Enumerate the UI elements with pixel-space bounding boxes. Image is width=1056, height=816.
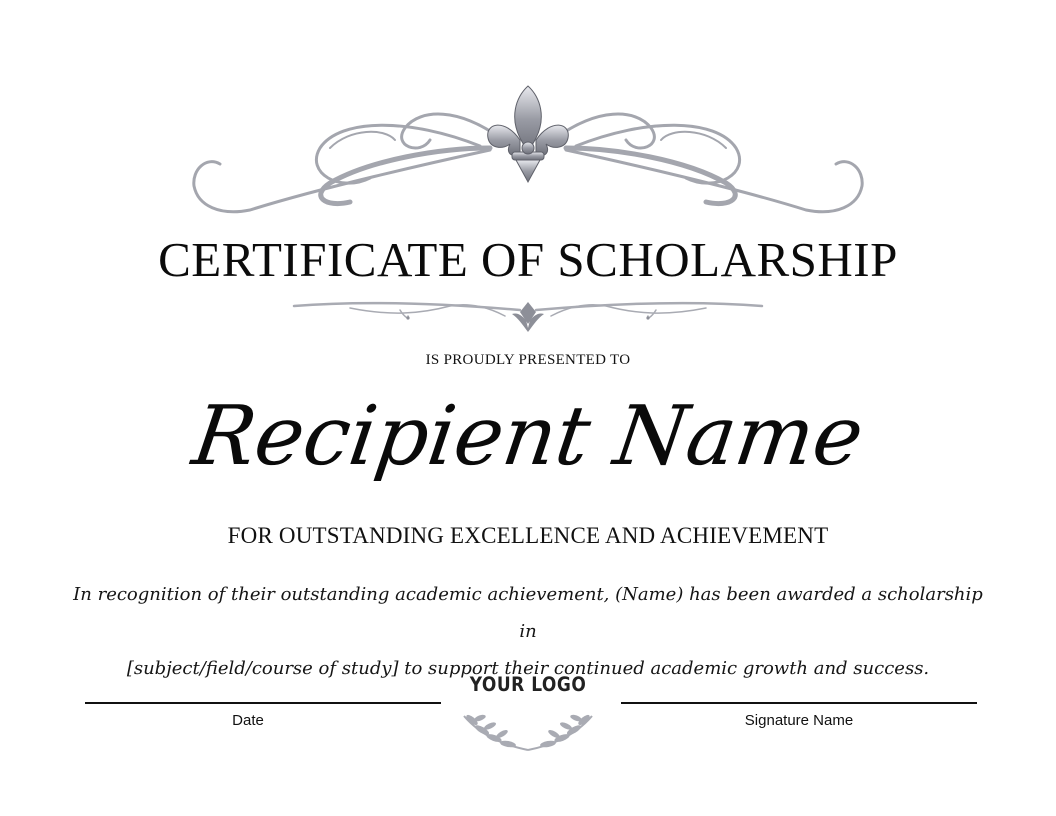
certificate-title: CERTIFICATE OF SCHOLARSHIP — [158, 232, 898, 287]
signature-name-label: Signature Name — [744, 712, 854, 729]
date-label: Date — [232, 712, 264, 729]
scroll-divider-icon — [290, 294, 766, 336]
presented-to-text: IS PROUDLY PRESENTED TO — [425, 352, 631, 368]
award-reason: FOR OUTSTANDING EXCELLENCE AND ACHIEVEMENT — [227, 523, 829, 548]
description-line-2: [subject/field/course of study] to support their continued academic growth and success. — [126, 658, 930, 679]
fleur-de-lis-flourish-icon — [180, 78, 876, 218]
laurel-wreath-icon — [458, 708, 598, 754]
signature-line — [621, 702, 977, 704]
logo-placeholder: YOUR LOGO — [469, 673, 587, 697]
description-line-1: In recognition of their outstanding academic achievement, (Name) has been awarded a scholarship in — [73, 584, 983, 642]
date-line — [85, 702, 441, 704]
recipient-name[interactable]: Recipient Name — [187, 389, 869, 484]
award-description — [70, 576, 986, 687]
